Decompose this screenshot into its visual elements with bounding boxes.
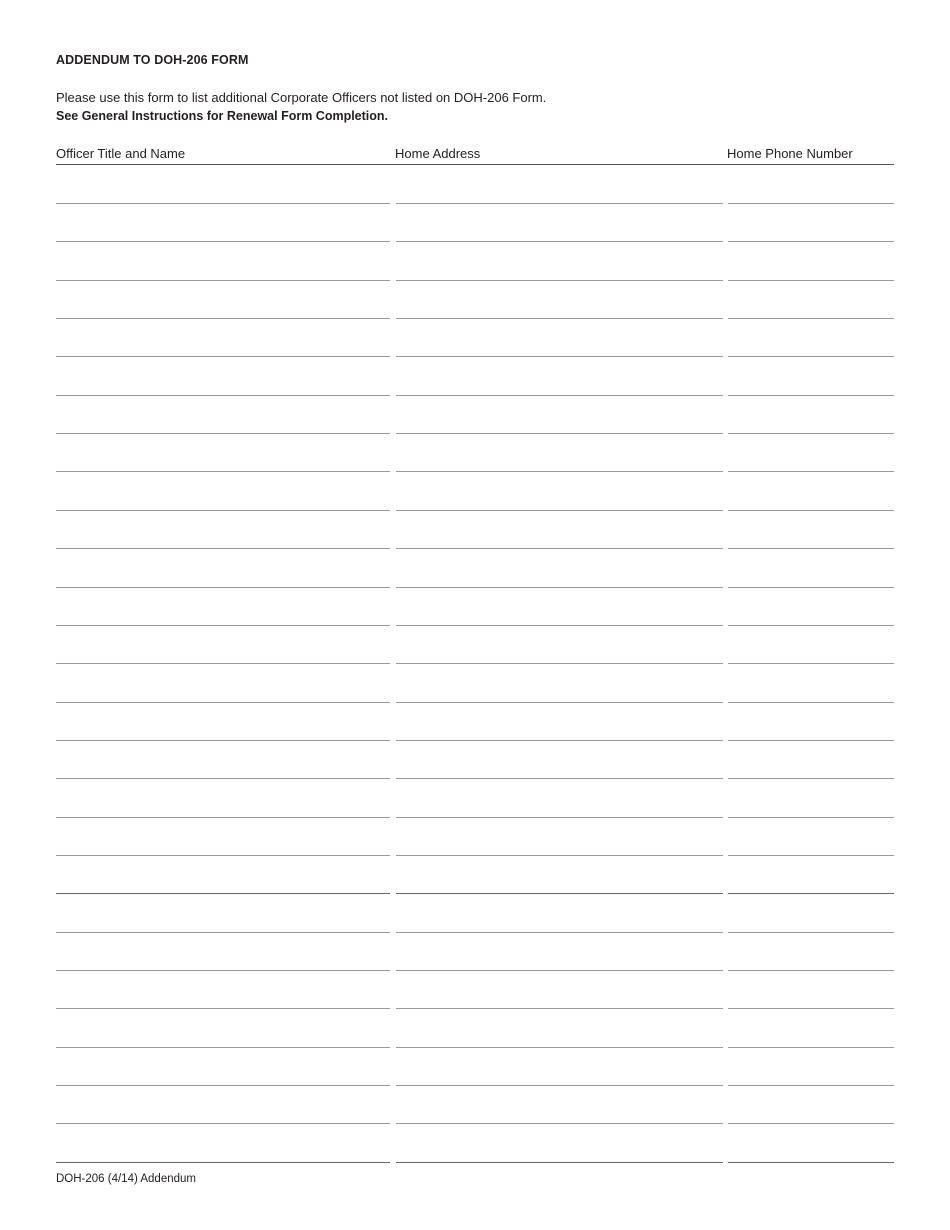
- officer-entry-line[interactable]: [56, 280, 390, 281]
- phone-entry-line[interactable]: [728, 433, 894, 434]
- address-entry-line[interactable]: [396, 510, 723, 511]
- officer-entry-line[interactable]: [56, 356, 390, 357]
- instruction-reference: See General Instructions for Renewal Form Completion.: [56, 109, 389, 123]
- address-entry-line[interactable]: [396, 1123, 723, 1124]
- officer-entry-line[interactable]: [56, 433, 390, 434]
- address-entry-line[interactable]: [396, 817, 723, 818]
- phone-entry-line[interactable]: [728, 587, 894, 588]
- officer-entry-line[interactable]: [56, 663, 390, 664]
- officer-entry-line[interactable]: [56, 625, 390, 626]
- address-entry-line[interactable]: [396, 1008, 723, 1009]
- phone-entry-line[interactable]: [728, 471, 894, 472]
- officer-entry-line[interactable]: [56, 1008, 390, 1009]
- address-entry-line[interactable]: [396, 970, 723, 971]
- address-entry-line[interactable]: [396, 548, 723, 549]
- phone-entry-line[interactable]: [728, 740, 894, 741]
- officer-entry-line[interactable]: [56, 702, 390, 703]
- phone-entry-line[interactable]: [728, 970, 894, 971]
- officer-entry-line[interactable]: [56, 318, 390, 319]
- phone-entry-line[interactable]: [728, 395, 894, 396]
- phone-entry-line[interactable]: [728, 1047, 894, 1048]
- phone-entry-line[interactable]: [728, 1008, 894, 1009]
- phone-entry-line[interactable]: [728, 855, 894, 856]
- phone-entry-line[interactable]: [728, 241, 894, 242]
- phone-entry-line[interactable]: [728, 1123, 894, 1124]
- phone-entry-line[interactable]: [728, 356, 894, 357]
- phone-entry-line[interactable]: [728, 318, 894, 319]
- address-entry-line[interactable]: [396, 241, 723, 242]
- address-entry-line[interactable]: [396, 663, 723, 664]
- officer-entry-line[interactable]: [56, 587, 390, 588]
- address-entry-line[interactable]: [396, 587, 723, 588]
- column-header-phone: Home Phone Number: [727, 146, 853, 161]
- address-entry-line[interactable]: [396, 280, 723, 281]
- address-entry-line[interactable]: [396, 778, 723, 779]
- officer-entry-line[interactable]: [56, 1047, 390, 1048]
- officer-entry-line[interactable]: [56, 932, 390, 933]
- officer-entry-line[interactable]: [56, 817, 390, 818]
- officer-entry-line[interactable]: [56, 548, 390, 549]
- phone-entry-line[interactable]: [728, 280, 894, 281]
- address-entry-line[interactable]: [396, 1047, 723, 1048]
- officer-entry-line[interactable]: [56, 1123, 390, 1124]
- officer-entry-line[interactable]: [56, 1085, 390, 1086]
- phone-entry-line[interactable]: [728, 932, 894, 933]
- phone-entry-line[interactable]: [728, 548, 894, 549]
- phone-entry-line[interactable]: [728, 817, 894, 818]
- officer-entry-line[interactable]: [56, 203, 390, 204]
- officer-entry-line[interactable]: [56, 855, 390, 856]
- address-entry-line[interactable]: [396, 318, 723, 319]
- address-entry-line[interactable]: [396, 471, 723, 472]
- column-header-address: Home Address: [395, 146, 481, 161]
- address-entry-line[interactable]: [396, 1162, 723, 1163]
- column-header-officer: Officer Title and Name: [56, 146, 186, 161]
- address-entry-line[interactable]: [396, 625, 723, 626]
- address-entry-line[interactable]: [396, 893, 723, 894]
- officer-entry-line[interactable]: [56, 893, 390, 894]
- officer-entry-line[interactable]: [56, 778, 390, 779]
- address-entry-line[interactable]: [396, 855, 723, 856]
- officer-entry-line[interactable]: [56, 740, 390, 741]
- phone-entry-line[interactable]: [728, 663, 894, 664]
- address-entry-line[interactable]: [396, 203, 723, 204]
- phone-entry-line[interactable]: [728, 1085, 894, 1086]
- officer-entry-line[interactable]: [56, 510, 390, 511]
- address-entry-line[interactable]: [396, 356, 723, 357]
- instruction-text: Please use this form to list additional Corporate Officers not listed on DOH-206 Form.: [56, 90, 547, 105]
- address-entry-line[interactable]: [396, 932, 723, 933]
- officer-entry-line[interactable]: [56, 471, 390, 472]
- officer-entry-line[interactable]: [56, 1162, 390, 1163]
- phone-entry-line[interactable]: [728, 893, 894, 894]
- form-title: ADDENDUM TO DOH-206 FORM: [56, 53, 249, 67]
- phone-entry-line[interactable]: [728, 625, 894, 626]
- officer-entry-line[interactable]: [56, 241, 390, 242]
- address-entry-line[interactable]: [396, 1085, 723, 1086]
- phone-entry-line[interactable]: [728, 702, 894, 703]
- address-entry-line[interactable]: [396, 395, 723, 396]
- address-entry-line[interactable]: [396, 740, 723, 741]
- officer-entry-line[interactable]: [56, 395, 390, 396]
- header-rule: [56, 164, 894, 165]
- phone-entry-line[interactable]: [728, 510, 894, 511]
- form-footer: DOH-206 (4/14) Addendum: [56, 1173, 196, 1185]
- phone-entry-line[interactable]: [728, 203, 894, 204]
- phone-entry-line[interactable]: [728, 778, 894, 779]
- officer-entry-line[interactable]: [56, 970, 390, 971]
- address-entry-line[interactable]: [396, 433, 723, 434]
- address-entry-line[interactable]: [396, 702, 723, 703]
- phone-entry-line[interactable]: [728, 1162, 894, 1163]
